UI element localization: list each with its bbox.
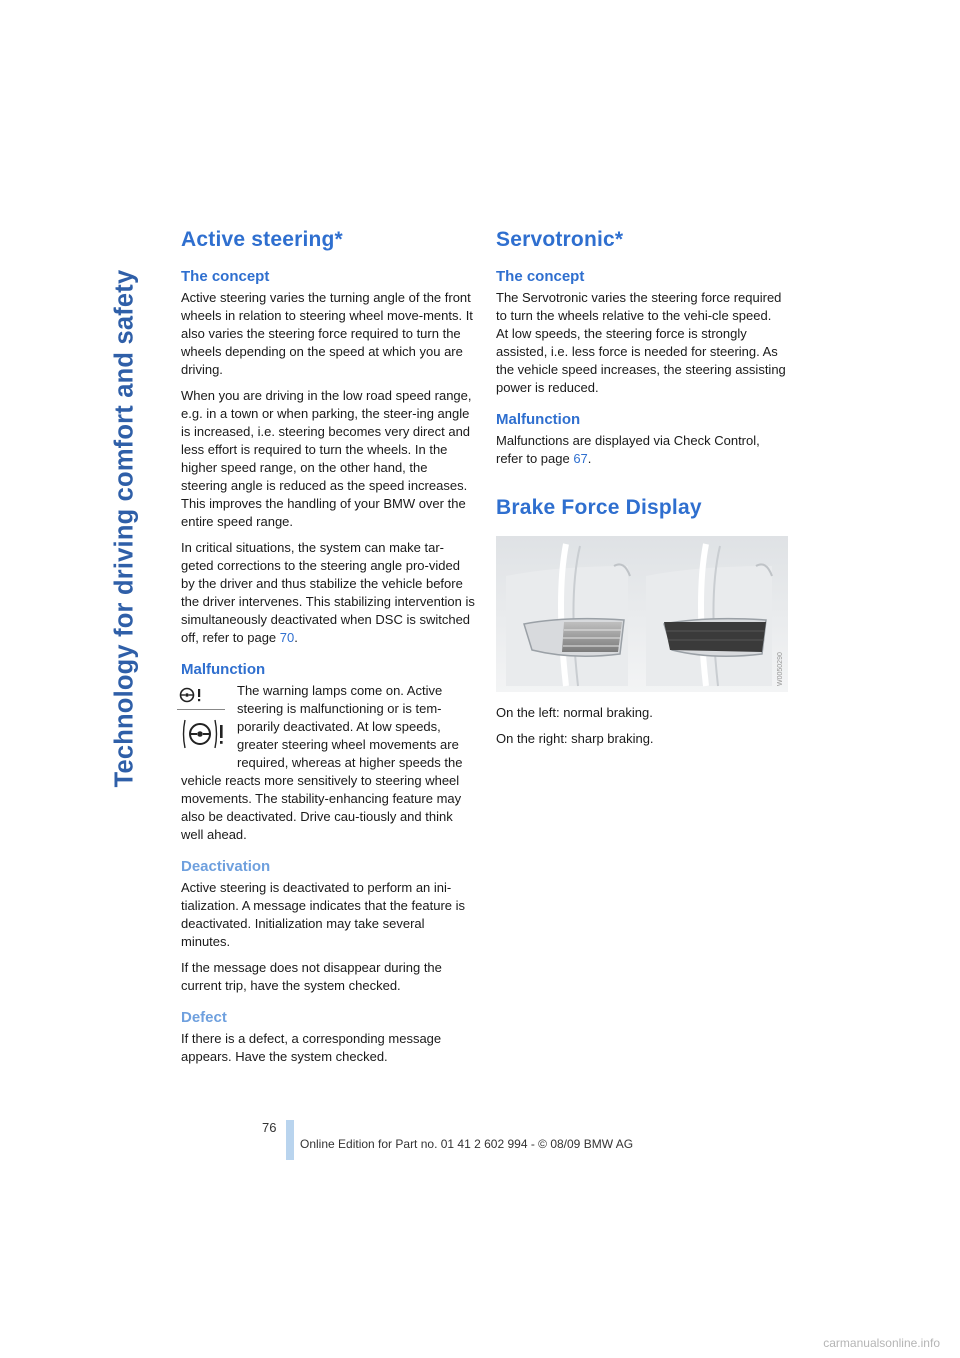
concept-heading: The concept (181, 268, 270, 285)
servotronic-malfunction-paragraph (496, 432, 790, 468)
concept-paragraph-3 (181, 539, 475, 647)
servotronic-malfunction-text: Malfunctions are displayed via Check Control, refer to page (496, 433, 760, 466)
page-number: 76 (262, 1120, 277, 1135)
chapter-side-title (100, 230, 150, 826)
defect-heading: Defect (181, 1009, 227, 1026)
steering-warning-large-icon (181, 716, 225, 752)
active-steering-heading: Active steering* (181, 228, 343, 251)
footer-accent-bar (286, 1120, 294, 1160)
edition-notice: Online Edition for Part no. 01 41 2 602 994 - © 08/09 BMW AG (300, 1137, 634, 1151)
left-column (181, 228, 475, 1074)
brake-force-display-heading: Brake Force Display (496, 496, 702, 519)
servotronic-concept-heading: The concept (496, 268, 585, 285)
defect-paragraph: If there is a defect, a corresponding message appears. Have the system checked. (181, 1031, 442, 1064)
deactivation-paragraph-2: If the message does not disappear during the current trip, have the system checked. (181, 960, 442, 993)
malfunction-block (181, 682, 475, 844)
icon-separator (177, 709, 225, 710)
deactivation-heading: Deactivation (181, 858, 271, 875)
concept-paragraph-1: Active steering varies the turning angle of the front wheels in relation to steering wheel move-ments. It also varies the steering force required to turn the wheels depending on the speed at which you are driving. (181, 290, 473, 377)
malfunction-paragraph: The warning lamps come on. Active steering is malfunctioning or is tem-porarily deactivated. At low speeds, greater steering wheel movements are required, whereas at higher speeds the vehicle reacts more sensitively to steering wheel movements. The stability-enhancing feature may also be deactivated. Drive cau-tiously and think well ahead. (181, 683, 463, 842)
concept-paragraph-3-end: . (294, 630, 298, 645)
right-column (496, 228, 790, 756)
steering-warning-small-icon (179, 686, 209, 704)
figure-code: W0050290 (777, 652, 784, 686)
servotronic-paragraph-1: The Servotronic varies the steering force required to turn the wheels relative to the vehi-cle speed. (496, 290, 782, 323)
deactivation-paragraph-1: Active steering is deactivated to perform an ini-tialization. A message indicates that the feature is deactivated. Initialization may take several minutes. (181, 880, 466, 949)
chapter-side-title-text: Technology for driving comfort and safety (110, 269, 139, 787)
concept-paragraph-2: When you are driving in the low road speed range, e.g. in a town or when parking, the steer-ing angle is increased, i.e. steering becomes very direct and less effort is required to turn the wheels. In the higher speed range, on the other hand, the steering angle is reduced as the speed increases. This improves the handling of your BMW over the entire speed range. (181, 388, 472, 529)
caption-normal-braking: On the left: normal braking. (496, 705, 653, 720)
concept-paragraph-3-text: In critical situations, the system can make tar-geted corrections to the steering angle pro-vided by the driver and thus stabilize the vehicle before the driver intervenes. This stabilizing intervention is simultaneously deactivated when DSC is switched off, refer to page (181, 540, 475, 645)
brake-lights-illustration (496, 536, 788, 692)
malfunction-heading: Malfunction (181, 661, 266, 678)
page-link-67[interactable]: 67 (573, 451, 588, 466)
page-link-70[interactable]: 70 (279, 630, 295, 645)
servotronic-paragraph-2: At low speeds, the steering force is strongly assisted, i.e. less force is needed for steering. As the vehicle speed increases, the steering assisting power is reduced. (496, 326, 786, 395)
caption-sharp-braking: On the right: sharp braking. (496, 731, 654, 746)
servotronic-malfunction-end: . (587, 451, 592, 466)
watermark: carmanualsonline.info (823, 1336, 940, 1350)
servotronic-malfunction-heading: Malfunction (496, 411, 581, 428)
brake-lights-figure (496, 536, 788, 692)
warning-lamp-icons (177, 686, 233, 758)
servotronic-heading: Servotronic* (496, 228, 624, 251)
